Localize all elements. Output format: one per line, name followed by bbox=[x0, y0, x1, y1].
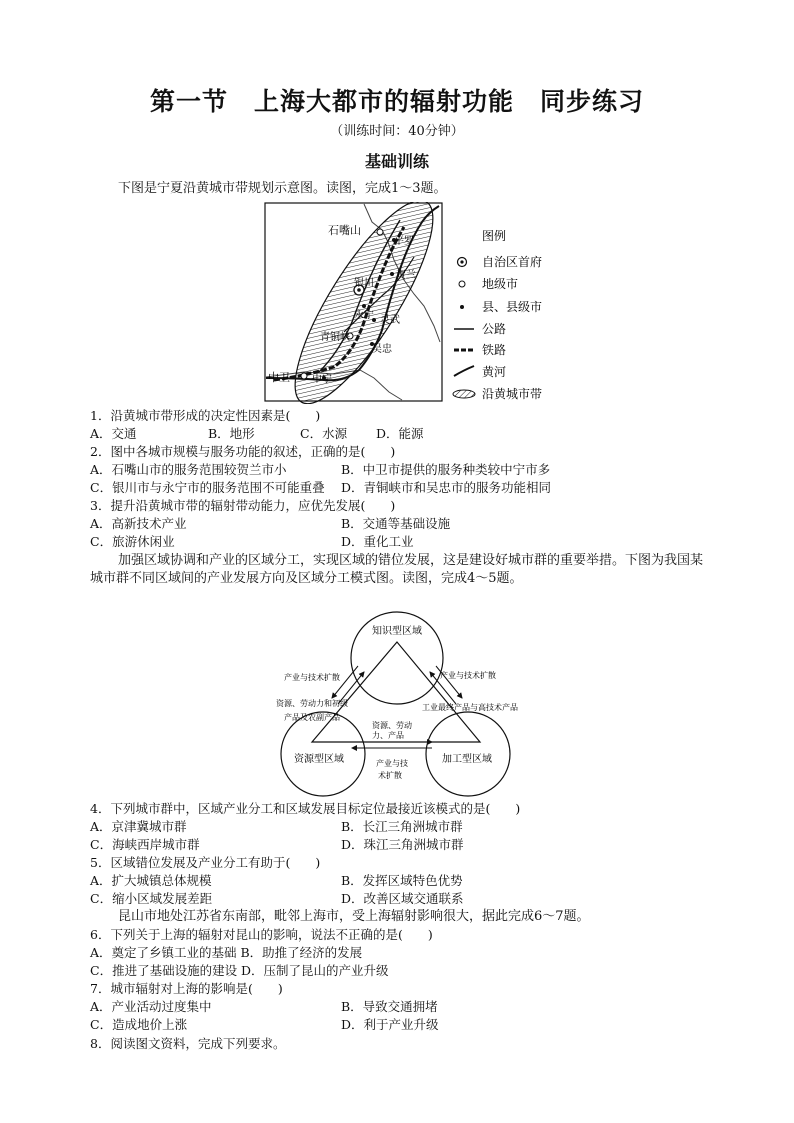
question-stem: 2．图中各城市规模与服务功能的叙述，正确的是( ) bbox=[90, 444, 396, 459]
map-label: 贺兰 bbox=[396, 270, 416, 281]
flow-label: 产业与技 bbox=[376, 759, 408, 768]
map-label: 平罗 bbox=[394, 236, 414, 247]
processing-region-label: 加工型区域 bbox=[442, 754, 492, 765]
legend-label: 县、县级市 bbox=[482, 300, 543, 314]
option: D．能源 bbox=[376, 426, 424, 441]
intro-paragraph-2: 加强区域协调和产业的区域分工，实现区域的错位发展，这是建设好城市群的重要举措。下图为我国某城市群不同区域间的产业发展方向及区域分工模式图。读图，完成4～5题。 bbox=[90, 553, 704, 586]
flow-label: 术扩散 bbox=[378, 771, 402, 780]
map-label: 永宁 bbox=[354, 310, 374, 321]
map-label: 银川 bbox=[354, 278, 374, 289]
legend-label: 公路 bbox=[482, 322, 507, 336]
map-figure bbox=[264, 202, 564, 404]
legend-label: 地级市 bbox=[482, 277, 519, 291]
flow-label: 资源、劳动 bbox=[372, 721, 412, 730]
option: C．银川市与永宁市的服务范围不可能重叠 bbox=[90, 480, 325, 495]
option: D．珠江三角洲城市群 bbox=[341, 837, 464, 852]
region-diagram bbox=[272, 604, 522, 800]
question-stem: 1．沿黄城市带形成的决定性因素是( ) bbox=[90, 408, 321, 423]
option: C．旅游休闲业 bbox=[90, 534, 175, 549]
option: D．青铜峡市和吴忠市的服务功能相同 bbox=[341, 480, 552, 495]
option: B．长江三角洲城市群 bbox=[341, 819, 463, 834]
question-stem: 3．提升沿黄城市带的辐射带动能力，应优先发展( ) bbox=[90, 498, 396, 513]
option: B．中卫市提供的服务种类较中宁市多 bbox=[341, 462, 551, 477]
option-line: C．推进了基础设施的建设 D．压制了昆山的产业升级 bbox=[90, 963, 389, 978]
intro-paragraph-3: 昆山市地处江苏省东南部，毗邻上海市，受上海辐射影响很大，据此完成6～7题。 bbox=[118, 909, 590, 924]
option: B．发挥区域特色优势 bbox=[341, 873, 463, 888]
option: A．石嘴山市的服务范围较贺兰市小 bbox=[90, 462, 287, 477]
map-label: 青铜峡 bbox=[320, 332, 350, 343]
section-heading: 基础训练 bbox=[364, 152, 429, 171]
knowledge-region-label: 知识型区域 bbox=[372, 626, 422, 637]
legend-label: 铁路 bbox=[482, 343, 507, 357]
legend-label: 黄河 bbox=[482, 365, 507, 379]
question-stem: 7．城市辐射对上海的影响是( ) bbox=[90, 981, 283, 996]
county-marker bbox=[362, 304, 366, 308]
option: C．缩小区域发展差距 bbox=[90, 891, 213, 906]
county-marker bbox=[390, 272, 394, 276]
flow-label: 产品及农副产品 bbox=[284, 713, 340, 722]
option: D．重化工业 bbox=[341, 534, 414, 549]
map-label: 中卫 bbox=[268, 371, 290, 384]
map-label: 石嘴山 bbox=[328, 224, 361, 237]
map-label: 灵武 bbox=[380, 315, 400, 326]
option: C．造成地价上涨 bbox=[90, 1017, 188, 1032]
option: B．地形 bbox=[208, 426, 255, 441]
option: D．改善区域交通联系 bbox=[341, 891, 464, 906]
option: C．水源 bbox=[300, 426, 348, 441]
city-marker bbox=[301, 373, 307, 379]
option: B．交通等基础设施 bbox=[341, 516, 451, 531]
option: A．交通 bbox=[90, 426, 137, 441]
question-stem: 6．下列关于上海的辐射对昆山的影响，说法不正确的是( ) bbox=[90, 927, 433, 942]
resource-region-label: 资源型区域 bbox=[294, 754, 344, 765]
option: A．产业活动过度集中 bbox=[90, 999, 212, 1014]
option: C．海峡西岸城市群 bbox=[90, 837, 200, 852]
question-stem: 4．下列城市群中，区域产业分工和区域发展目标定位最接近该模式的是( ) bbox=[90, 801, 521, 816]
flow-label: 资源、劳动力和初级 bbox=[276, 699, 348, 708]
flow-label: 工业最终产品与高技术产品 bbox=[422, 703, 518, 712]
option-line: A．奠定了乡镇工业的基础 B．助推了经济的发展 bbox=[90, 945, 363, 960]
page-subtitle: （训练时间：40分钟） bbox=[330, 124, 464, 139]
legend-label: 沿黄城市带 bbox=[482, 387, 543, 401]
flow-label: 产业与技术扩散 bbox=[284, 673, 340, 682]
page-title: 第一节 上海大都市的辐射功能 同步练习 bbox=[149, 87, 644, 116]
option: A．扩大城镇总体规模 bbox=[90, 873, 212, 888]
city-marker bbox=[377, 229, 383, 235]
flow-label: 产业与技术扩散 bbox=[440, 671, 496, 680]
map-label: 中宁 bbox=[312, 374, 332, 385]
option: B．导致交通拥堵 bbox=[341, 999, 438, 1014]
question-stem: 8．阅读图文资料，完成下列要求。 bbox=[90, 1036, 286, 1051]
option: D．利于产业升级 bbox=[341, 1017, 439, 1032]
flow-label: 力、产品 bbox=[372, 731, 404, 740]
option: A．京津冀城市群 bbox=[90, 819, 187, 834]
intro-paragraph-1: 下图是宁夏沿黄城市带规划示意图。读图，完成1～3题。 bbox=[118, 181, 447, 196]
option: A．高新技术产业 bbox=[90, 516, 187, 531]
question-stem: 5．区域错位发展及产业分工有助于( ) bbox=[90, 855, 321, 870]
legend-title: 图例 bbox=[482, 229, 507, 243]
legend-label: 自治区首府 bbox=[482, 255, 543, 269]
map-label: 吴忠 bbox=[372, 344, 392, 355]
map-legend bbox=[453, 228, 542, 401]
